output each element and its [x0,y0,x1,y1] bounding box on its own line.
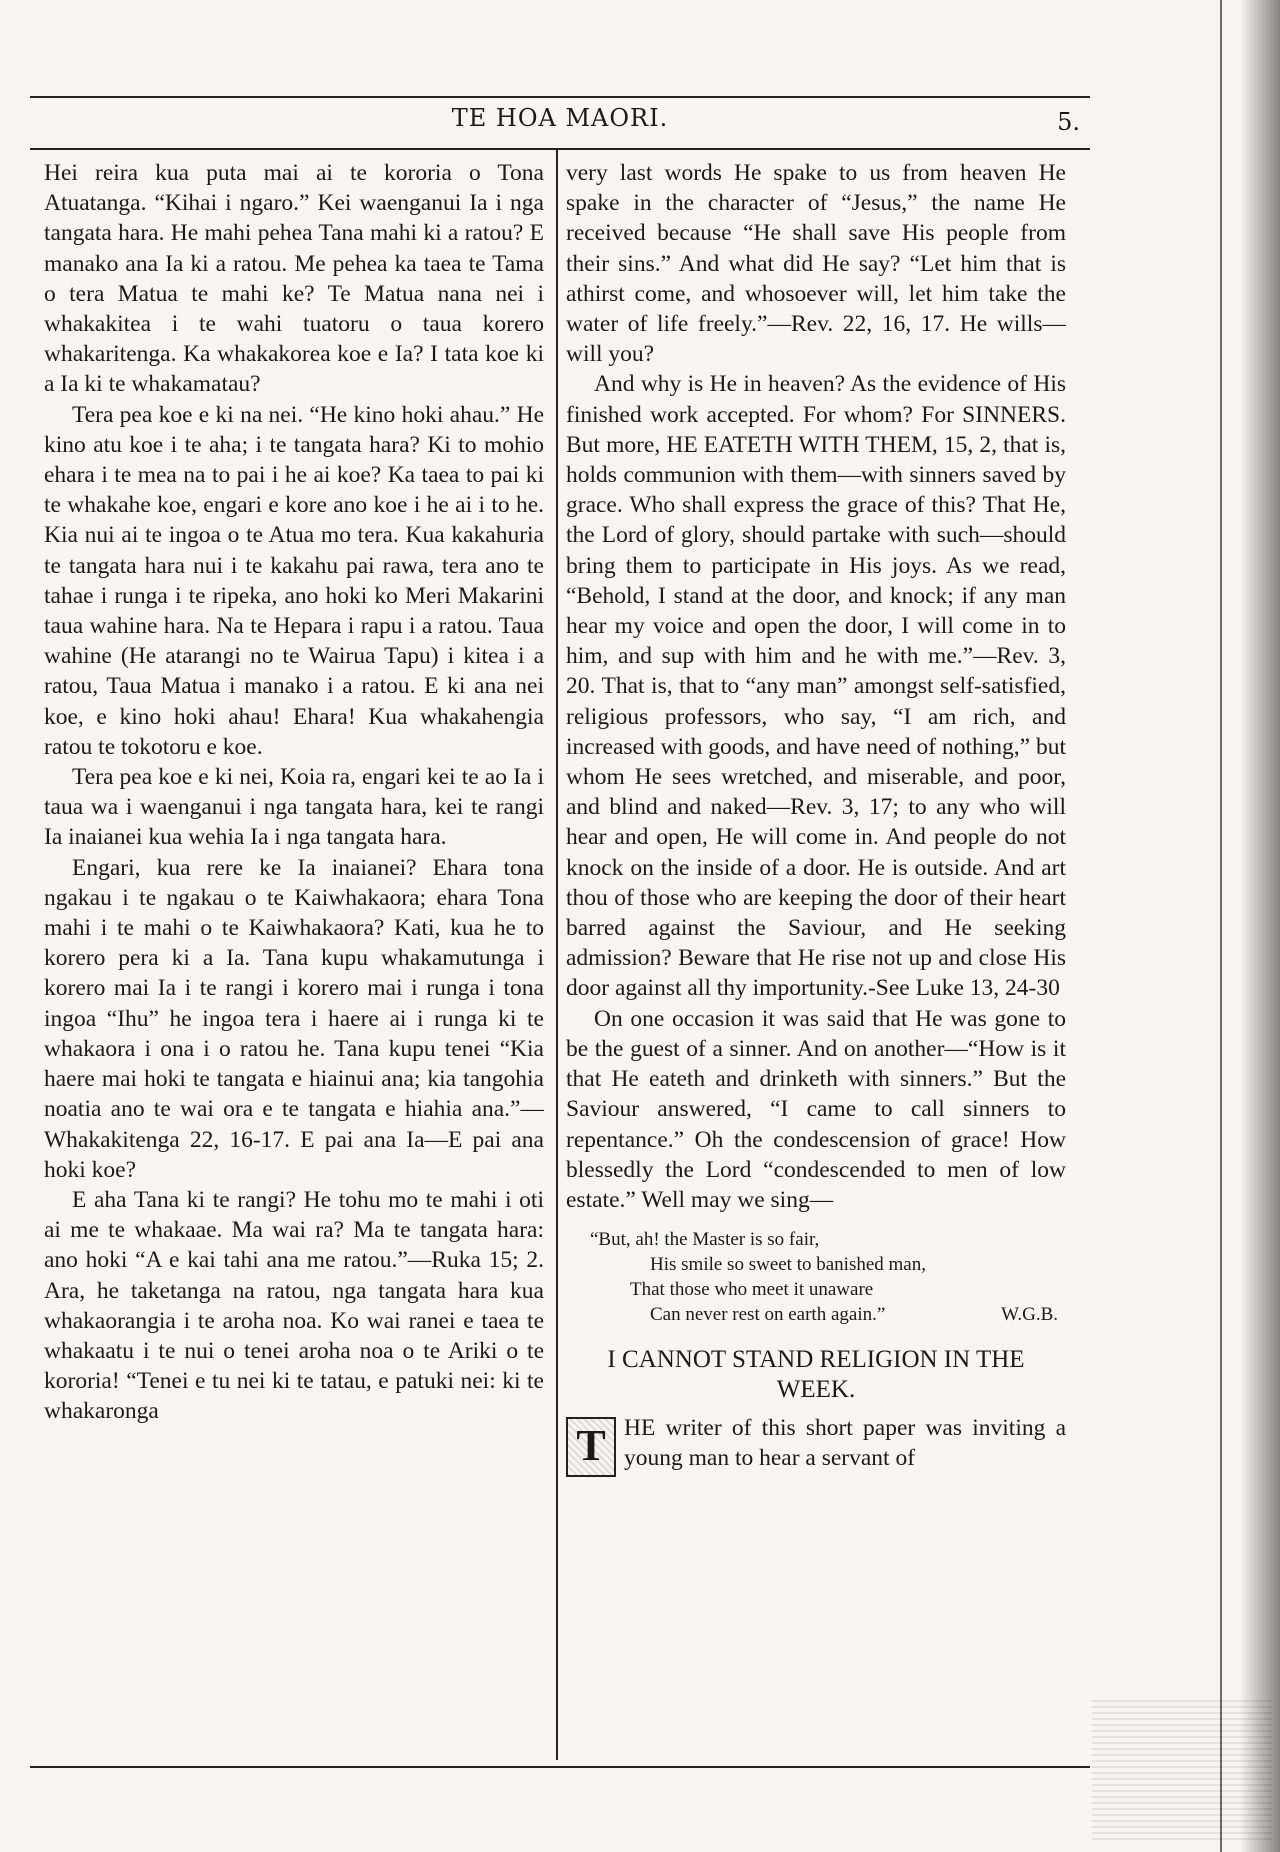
page-edge-shadow [1240,0,1280,1852]
opening-text: HE writer of this short paper was inviting a young man to hear a servant of [624,1415,1066,1472]
paragraph: And why is He in heaven? As the evidence of His finished work accepted. For whom? For SINNERS. But more, HE EATETH WITH THEM, 15, 2, that is, holds communion with them—with sinners saved by grace. Who shall express the grace of this? That He, the Lord of glory, should partake with such—should bring them to participate in His joys. As we read, “Behold, I stand at the door, and knock; if any man hear my voice and open the door, I will come in to him, and sup with him and he with me.”—Rev. 3, 20. That is, that to “any man” amongst self-satisfied, religious professors, who say, “I am rich, and increased with goods, and have need of nothing,” but whom He sees wretched, and miserable, and poor, and blind and naked—Rev. 3, 17; to any who will hear and open, He will come in. And people do not knock on the inside of a door. He is outside. And art thou of those who are keeping the door of their heart barred against the Saviour, and He seeking admission? Beware that He rise not up and close His door against all thy importunity.-See Luke 13, 24-30 [566,371,1066,1002]
scan-noise [1092,1700,1272,1840]
paragraph: Tera pea koe e ki na nei. “He kino hoki ahau.” He kino atu koe i te aha; i te tangata hara? Ki to mohio ehara i te mea na to pai i he ai koe? Ka taea to pai ki te whakahe koe, engari e kore ano koe i he ai i to he. Kia nui ai te ingoa o te Atua mo tera. Kua kakahuria te tangata hara nui i te kakahu pai rawa, tera ano te tahae i runga i te ripeka, ano hoki ko Meri Makarini taua wahine hara. Na te Hepara i rapu i a ratou. Taua wahine (He atarangi no te Wairua Tapu) i kitea i a ratou, Taua Matua i manako i a ratou. E ki ana nei koe, e kino hoki ahau! Ehara! Kua whakahengia ratou te tokotoru e koe. [44,401,544,760]
article-heading: I CANNOT STAND RELIGION IN THE WEEK. [607,1346,1025,1404]
paragraph: E aha Tana ki te rangi? He tohu mo te mahi i oti ai me te whakaae. Ma wai ra? Ma te tangata hara: ano hoki “A e kai tahi ana me ratou.”—Ruka 15; 2. Ara, he taketanga na ratou, nga tangata hara kua whakaorangia i te aroha noa. Ko wai ranei e taea te whakaatu i te nui o tenei aroha noa o te Ariki o te kororia! “Tenei e tu nei ki te tatau, e patuki nei: ki te whakaronga [44,1186,544,1425]
poem-last-line [566,1302,1066,1327]
right-column [566,158,1066,1758]
poem-line: That those who meet it unaware [630,1279,874,1301]
page-header [30,98,1090,150]
paragraph: On one occasion it was said that He was gone to be the guest of a sinner. And on another—“How is it that He eateth and drinketh with sinners.” But the Saviour answered, “I came to call sinners to repentance.” Oh the condescension of grace! How blessedly the Lord “condescended to men of low estate.” Well may we sing— [566,1005,1066,1213]
paragraph: Tera pea koe e ki nei, Koia ra, engari kei te ao Ia i taua wa i waenganui i nga tangata hara, kei te rangi Ia inaianei kua wehia Ia i nga tangata hara. [44,764,544,851]
poem-line: “But, ah! the Master is so fair, [590,1229,820,1251]
left-column [44,158,544,1758]
bottom-rule [30,1766,1090,1768]
poem-line: Can never rest on earth again.” [650,1304,886,1326]
page-edge-line [1220,0,1222,1852]
poem-line: His smile so sweet to banished man, [650,1254,926,1276]
column-divider [556,150,558,1760]
paragraph: Engari, kua rere ke Ia inaianei? Ehara tona ngakau i te ngakau o te Kaiwhakaora; ehara Tona mahi i te mahi o te Kaiwhakaora? Kati, kua he to korero pera ki a Ia. Tana kupu whakamutunga i korero mai Ia i te rangi i korero mai i runga i tona ingoa “Ihu” he ingoa tera i haere ai i runga ki te whakaora i ona i o ratou he. Tana kupu tenei “Kia haere mai hoki te tangata e hiainui ana; kia tangohia noatia ano te wai ora e te tangata e hiahia ana.”—Whakakitenga 22, 16-17. E pai ana Ia—E pai ana hoki koe? [44,854,544,1183]
page-number: 5. [1057,108,1080,136]
drop-cap: T [566,1417,616,1477]
running-title: TE HOA MAORI. [451,104,669,132]
poem-signature: W.G.B. [1001,1304,1058,1326]
paragraph: Hei reira kua puta mai ai te kororia o Tona Atuatanga. “Kihai i ngaro.” Kei waenganui Ia i nga tangata hara. He mahi pehea Tana mahi ki a ratou? E manako ana Ia ki a ratou. Me pehea ka taea te Tama o tera Matua te mahi ke? Te Matua nana nei i whakakitea i te wahi tuatoru o taua korero whakaritenga. Ka whakakorea koe e Ia? I tata koe ki a Ia ki te whakamatau? [44,160,544,398]
paragraph: very last words He spake to us from heaven He spake in the character of “Jesus,” the name He received because “He shall save His people from their sins.” And what did He say? “Let him that is athirst come, and whosoever will, let him take the water of life freely.”—Rev. 22, 16, 17. He wills—will you? [566,160,1066,368]
article-opening [566,1413,1066,1473]
poem [566,1227,1066,1327]
